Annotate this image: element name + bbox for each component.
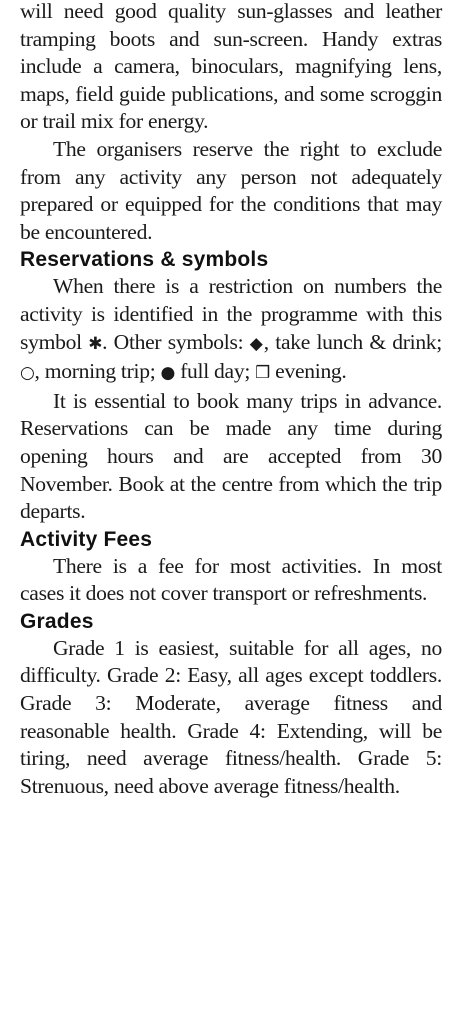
- intro-paragraph-organisers: The organisers reserve the right to exclude from any activity any person not adequately prepared or equipped for the conditions that may be encountered.: [20, 136, 442, 244]
- symbols-text-2: . Other symbols:: [102, 329, 250, 354]
- open-circle-icon: ○: [20, 363, 35, 384]
- intro-paragraph-equipment: will need good quality sun-glasses and leather tramping boots and sun-screen. Handy extras include a camera, binoculars, magnifying lens, maps, field guide publications, and some scroggin or trail mix for energy.: [20, 0, 442, 134]
- document-page: [20, 0, 442, 800]
- filled-circle-icon: ●: [160, 363, 176, 384]
- symbols-text-1: When there is a restriction on numbers the activity is identified in the programme with this symbol: [20, 274, 442, 354]
- symbols-text-4: , morning trip;: [34, 359, 161, 384]
- shadowed-square-icon: ❒: [255, 363, 271, 384]
- symbols-text-5: full day;: [175, 359, 256, 384]
- asterisk-icon: ✱: [88, 333, 103, 354]
- heading-reservations: Reservations & symbols: [20, 248, 269, 272]
- reservations-paragraph-booking: It is essential to book many trips in advance. Reservations can be made any time during opening hours and are accepted from 30 November. Book at the centre from which the trip departs.: [20, 388, 442, 524]
- fees-paragraph: There is a fee for most activities. In most cases it does not cover transport or refreshments.: [20, 553, 442, 606]
- heading-grades: Grades: [20, 609, 94, 633]
- grades-paragraph: Grade 1 is easiest, suitable for all ages, no difficulty. Grade 2: Easy, all ages except toddlers. Grade 3: Moderate, average fitness and reasonable health. Grade 4: Extending, will be tiring, need average fitness/health. Grade 5: Strenuous, need above average fitness/health.: [20, 635, 442, 798]
- reservations-paragraph-symbols: [20, 273, 442, 387]
- diamond-icon: ◆: [249, 333, 264, 354]
- heading-activity-fees: Activity Fees: [20, 527, 153, 551]
- symbols-text-3: , take lunch & drink;: [263, 329, 443, 354]
- symbols-text-6: evening.: [270, 359, 347, 384]
